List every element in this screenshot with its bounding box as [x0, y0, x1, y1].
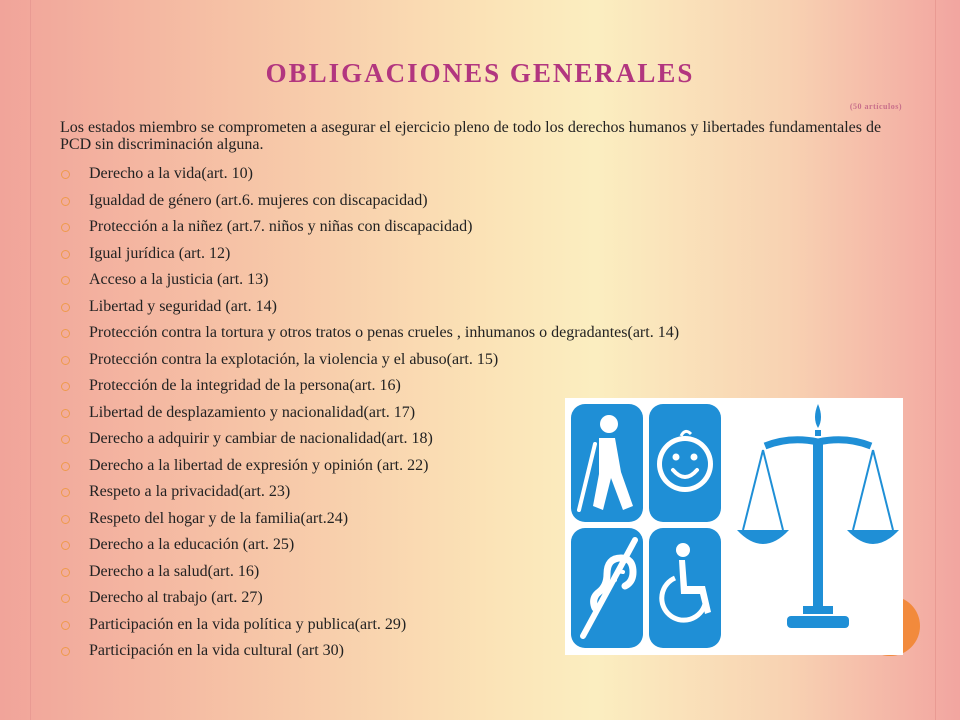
- list-item: Igualdad de género (art.6. mujeres con discapacidad): [61, 188, 679, 215]
- intro-paragraph: Los estados miembro se comprometen a asegurar el ejercicio pleno de todo los derechos humanos y libertades fundamentales de PCD sin discriminación alguna.: [60, 119, 882, 153]
- bullet-icon: [61, 568, 70, 577]
- list-item: Protección a la niñez (art.7. niños y niñas con discapacidad): [61, 214, 679, 241]
- bullet-icon: [61, 621, 70, 630]
- list-item: Participación en la vida política y publica(art. 29): [61, 612, 679, 639]
- baby-face-icon: [649, 404, 721, 522]
- bullet-icon: [61, 276, 70, 285]
- list-item: Respeto a la privacidad(art. 23): [61, 479, 679, 506]
- list-item: Protección de la integridad de la persona(art. 16): [61, 373, 679, 400]
- list-item: Derecho a la educación (art. 25): [61, 532, 679, 559]
- bullet-icon: [61, 250, 70, 259]
- bullet-icon: [61, 488, 70, 497]
- list-item: Derecho a la libertad de expresión y opinión (art. 22): [61, 453, 679, 480]
- list-item: Respeto del hogar y de la familia(art.24): [61, 506, 679, 533]
- list-item: Igual jurídica (art. 12): [61, 241, 679, 268]
- bullet-icon: [61, 329, 70, 338]
- list-item: Derecho a la vida(art. 10): [61, 161, 679, 188]
- list-item: Derecho a la salud(art. 16): [61, 559, 679, 586]
- bullet-icon: [61, 462, 70, 471]
- list-item: Derecho al trabajo (art. 27): [61, 585, 679, 612]
- bullet-icon: [61, 515, 70, 524]
- list-item: Derecho a adquirir y cambiar de nacionalidad(art. 18): [61, 426, 679, 453]
- bullet-icon: [61, 303, 70, 312]
- bullet-icon: [61, 356, 70, 365]
- bullet-icon: [61, 223, 70, 232]
- wheelchair-icon: [649, 528, 721, 648]
- slide-subnote: (50 artículos): [849, 102, 902, 111]
- bullet-icon: [61, 170, 70, 179]
- list-item: Acceso a la justicia (art. 13): [61, 267, 679, 294]
- bullet-icon: [61, 382, 70, 391]
- frame-line-right: [935, 0, 936, 720]
- bullet-icon: [61, 197, 70, 206]
- list-item: Libertad y seguridad (art. 14): [61, 294, 679, 321]
- list-item: Protección contra la explotación, la violencia y el abuso(art. 15): [61, 347, 679, 374]
- bullet-icon: [61, 435, 70, 444]
- bullet-icon: [61, 594, 70, 603]
- scales-of-justice-icon: [737, 404, 899, 628]
- disability-symbols-image: [565, 398, 903, 655]
- list-item: Participación en la vida cultural (art 30): [61, 638, 679, 665]
- blind-person-icon: [571, 404, 643, 522]
- list-item: Libertad de desplazamiento y nacionalidad(art. 17): [61, 400, 679, 427]
- bullet-icon: [61, 541, 70, 550]
- bullet-icon: [61, 409, 70, 418]
- bullet-icon: [61, 647, 70, 656]
- slide-title: OBLIGACIONES GENERALES: [265, 58, 695, 88]
- deaf-ear-icon: [571, 528, 643, 648]
- frame-line-left: [30, 0, 31, 720]
- list-item: Protección contra la tortura y otros tratos o penas crueles , inhumanos o degradantes(art. 14): [61, 320, 679, 347]
